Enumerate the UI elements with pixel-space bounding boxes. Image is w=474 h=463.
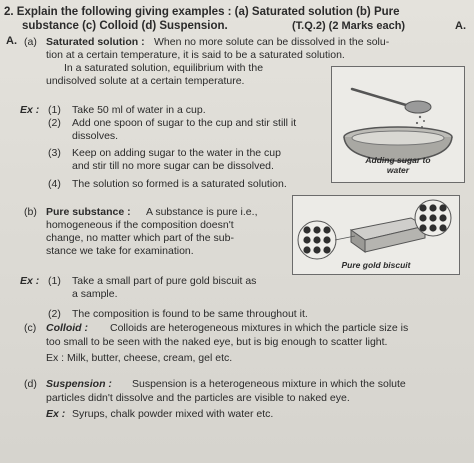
saturated-step-1-text: Take 50 ml of water in a cup. — [72, 104, 206, 116]
sugar-figure-caption-1: Adding sugar to — [365, 155, 431, 165]
saturated-step-4-text: The solution so formed is a saturated solution. — [72, 178, 287, 190]
question-marks: (T.Q.2) (2 Marks each) — [292, 20, 406, 32]
gold-biscuit-figure — [292, 195, 460, 275]
pure-line-1: A substance is pure i.e., — [146, 206, 258, 218]
saturated-line-2: tion at a certain temperature, it is said to be a saturated solution. — [46, 49, 345, 61]
suspension-ex-label: Ex : — [46, 408, 66, 420]
gold-biscuit-caption: Pure gold biscuit — [341, 260, 411, 270]
pure-step-2-num: (2) — [48, 308, 61, 320]
suspension-heading: Suspension : — [46, 378, 112, 390]
colloid-heading: Colloid : — [46, 322, 88, 334]
pure-line-3: change, no matter which part of the sub- — [46, 232, 234, 244]
pure-step-1-cont: a sample. — [72, 288, 118, 300]
pure-label: (b) — [24, 206, 37, 218]
pure-heading: Pure substance : — [46, 206, 131, 218]
saturated-ex-label: Ex : — [20, 104, 40, 116]
question-line-2: substance (c) Colloid (d) Suspension. — [22, 20, 228, 32]
saturated-step-3-cont: and stir till no more sugar can be dissolved. — [72, 160, 274, 172]
saturated-step-2-text: Add one spoon of sugar to the cup and stir still it — [72, 117, 297, 129]
pure-line-2: homogeneous if the composition doesn't — [46, 219, 234, 231]
suspension-line-1: Suspension is a heterogeneous mixture in which the solute — [132, 378, 406, 390]
colloid-line-2: too small to be seen with the naked eye, but is big enough to scatter light. — [46, 336, 388, 348]
saturated-step-2-num: (2) — [48, 117, 61, 129]
saturated-line-3: In a saturated solution, equilibrium with the — [64, 62, 264, 74]
colloid-example: Ex : Milk, butter, cheese, cream, gel etc. — [46, 352, 233, 364]
sugar-figure — [331, 66, 465, 183]
suspension-example: Syrups, chalk powder mixed with water etc. — [72, 408, 274, 420]
sugar-figure-caption-2: water — [386, 165, 410, 175]
saturated-step-4-num: (4) — [48, 178, 61, 190]
question-line-1: 2. Explain the following giving examples : (a) Saturated solution (b) Pure — [4, 6, 400, 18]
suspension-line-2: particles didn't dissolve and the particles are visible to naked eye. — [46, 392, 350, 404]
saturated-line-4: undisolved solute at a certain temperature. — [46, 75, 245, 87]
pure-step-1-text: Take a small part of pure gold biscuit as — [72, 275, 257, 287]
saturated-step-3-num: (3) — [48, 147, 61, 159]
pure-line-4: stance we take for examination. — [46, 245, 194, 257]
colloid-label: (c) — [24, 322, 37, 334]
answer-marker: A. — [6, 35, 17, 47]
saturated-step-3-text: Keep on adding sugar to the water in the cup — [72, 147, 281, 159]
pure-step-2-text: The composition is found to be same throughout it. — [72, 308, 308, 320]
saturated-step-2-cont: dissolves. — [72, 130, 119, 142]
pure-step-1-num: (1) — [48, 275, 61, 287]
saturated-line-1: When no more solute can be dissolved in the solu- — [154, 36, 390, 48]
saturated-heading: Saturated solution : — [46, 36, 145, 48]
saturated-label: (a) — [24, 36, 37, 48]
suspension-label: (d) — [24, 378, 37, 390]
colloid-line-1: Colloids are heterogeneous mixtures in which the particle size is — [110, 322, 409, 334]
margin-mark: A. — [455, 20, 466, 32]
pure-ex-label: Ex : — [20, 275, 40, 287]
saturated-step-1-num: (1) — [48, 104, 61, 116]
